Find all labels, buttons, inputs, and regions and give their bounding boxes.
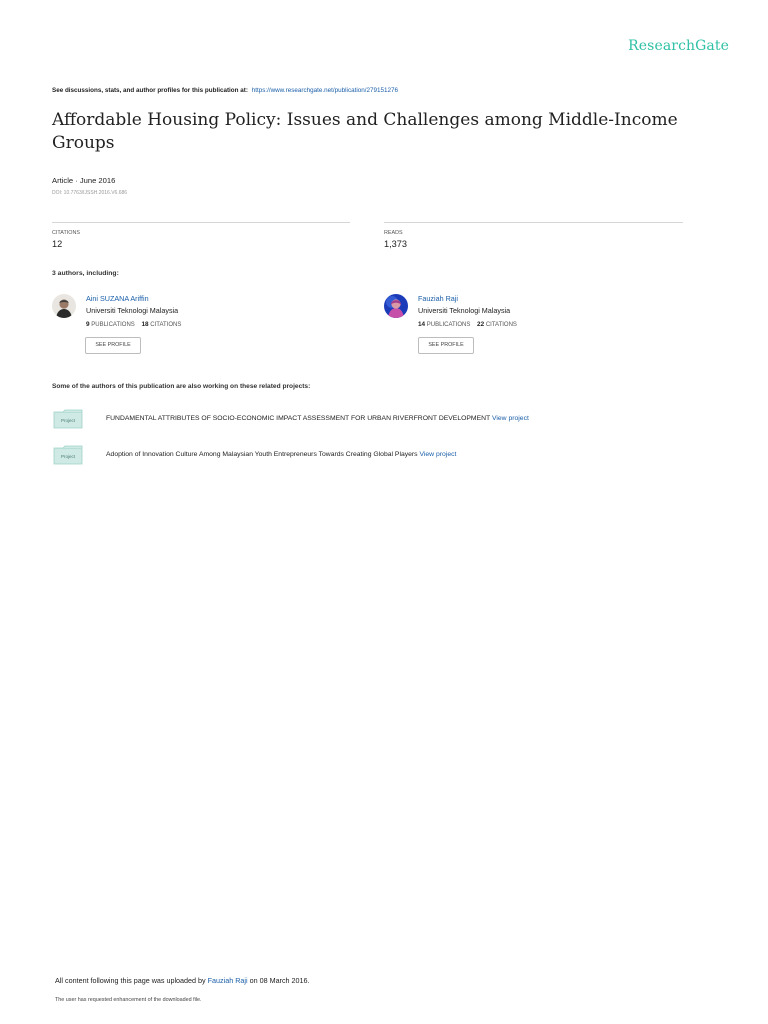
author-avatar-1[interactable] — [52, 294, 76, 318]
project-icon-label: Project — [60, 418, 75, 423]
author-publications-label: PUBLICATIONS — [426, 322, 471, 328]
reads-label: READS — [384, 230, 403, 236]
uploader-link[interactable]: Fauziah Raji — [207, 976, 248, 985]
divider-reads — [384, 222, 683, 223]
publication-doi: DOI: 10.7763/IJSSH.2016.V6.686 — [52, 190, 128, 196]
author-citations-label: CITATIONS — [150, 322, 182, 328]
publication-url-link[interactable]: https://www.researchgate.net/publication/279151276 — [251, 87, 399, 94]
project-row-2 — [106, 451, 456, 458]
author-institution-2: Universiti Teknologi Malaysia — [418, 306, 511, 315]
upload-prefix: All content following this page was uploaded by — [55, 976, 206, 985]
source-line — [52, 87, 398, 94]
enhancement-note: The user has requested enhancement of the downloaded file. — [55, 997, 202, 1003]
author-citations-count: 22 — [477, 321, 485, 328]
view-project-link[interactable]: View project — [419, 451, 457, 458]
author-institution-1: Universiti Teknologi Malaysia — [86, 306, 179, 315]
authors-heading: 3 authors, including: — [52, 270, 119, 277]
see-profile-button-2[interactable]: SEE PROFILE — [418, 337, 474, 354]
source-intro: See discussions, stats, and author profiles for this publication at: — [52, 87, 248, 94]
person-photo-icon — [52, 294, 76, 318]
reads-value: 1,373 — [384, 239, 407, 249]
citations-label: CITATIONS — [52, 230, 80, 236]
author-publications-count: 9 — [86, 321, 90, 328]
author-name-1[interactable]: Aini SUZANA Ariffin — [86, 294, 149, 303]
author-avatar-2[interactable] — [384, 294, 408, 318]
author-citations-count: 18 — [141, 321, 149, 328]
project-row-1 — [106, 415, 529, 422]
divider-citations — [52, 222, 350, 223]
upload-note — [55, 976, 310, 985]
researchgate-logo[interactable]: ResearchGate — [628, 38, 729, 54]
project-folder-icon-1[interactable] — [53, 409, 83, 429]
citations-value: 12 — [52, 239, 63, 249]
project-title: Adoption of Innovation Culture Among Malaysian Youth Entrepreneurs Towards Creating Global Players — [106, 451, 418, 458]
project-icon-label: Project — [60, 454, 75, 459]
publication-meta: Article · June 2016 — [52, 176, 116, 185]
author-stats-1 — [86, 321, 181, 328]
project-title: FUNDAMENTAL ATTRIBUTES OF SOCIO-ECONOMIC IMPACT ASSESSMENT FOR URBAN RIVERFRONT DEVELOPMENT — [106, 415, 491, 422]
author-stats-2 — [418, 321, 517, 328]
publication-title: Affordable Housing Policy: Issues and Challenges among Middle-Income Groups — [52, 110, 678, 153]
author-publications-label: PUBLICATIONS — [91, 322, 135, 328]
upload-suffix: on 08 March 2016. — [249, 976, 310, 985]
author-publications-count: 14 — [418, 321, 426, 328]
person-photo-icon — [384, 294, 408, 318]
author-name-2[interactable]: Fauziah Raji — [418, 294, 458, 303]
project-folder-icon-2[interactable] — [53, 445, 83, 465]
author-citations-label: CITATIONS — [485, 322, 517, 328]
see-profile-button-1[interactable]: SEE PROFILE — [85, 337, 141, 354]
projects-heading: Some of the authors of this publication are also working on these related projects: — [52, 383, 311, 390]
view-project-link[interactable]: View project — [491, 415, 529, 422]
